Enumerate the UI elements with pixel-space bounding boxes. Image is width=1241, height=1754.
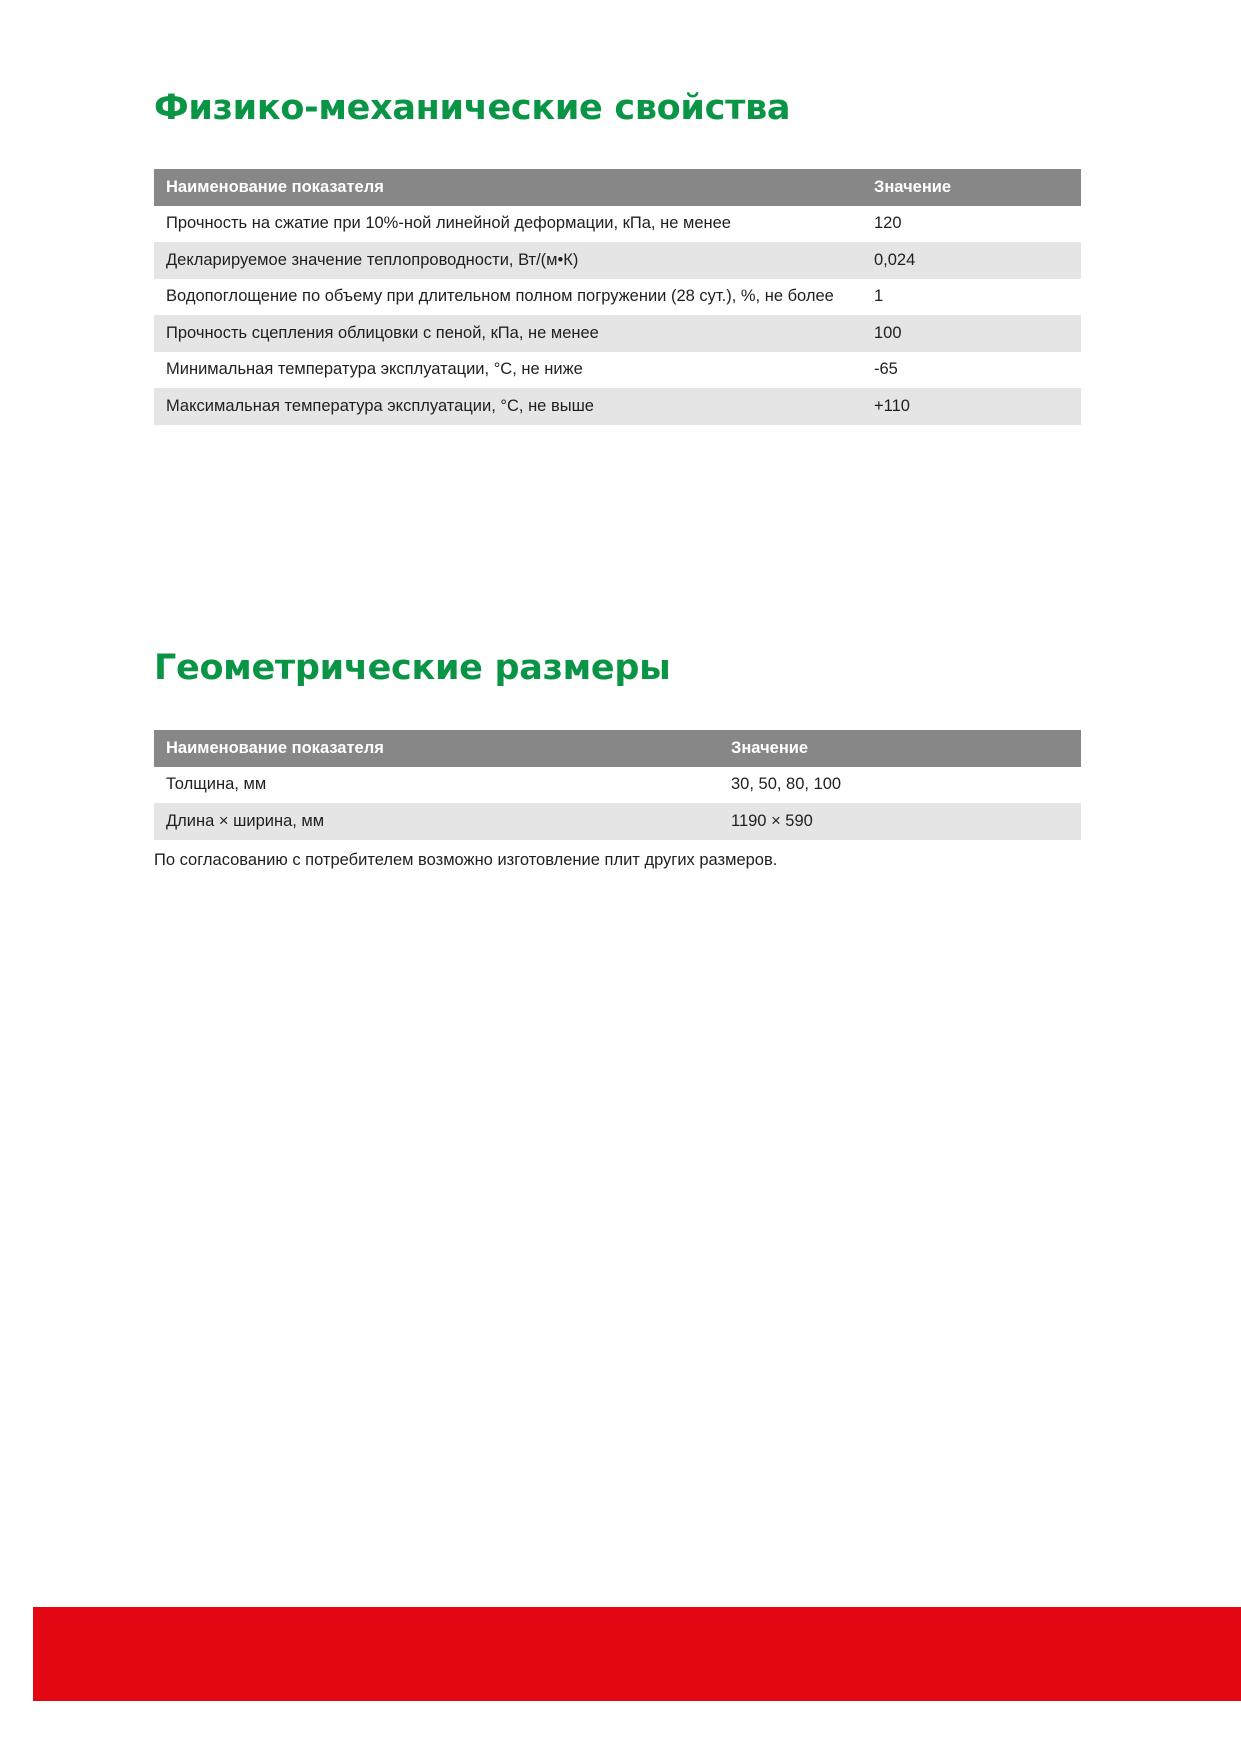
value-cell: +110 [862, 388, 1081, 425]
table-row [154, 279, 1081, 316]
indicator-cell: Толщина, мм [154, 767, 719, 804]
table-row [154, 767, 1081, 804]
section-title-physical: Физико-механические свойства [154, 88, 791, 128]
table-header-row [154, 169, 1081, 206]
column-header-indicator: Наименование показателя [154, 730, 719, 767]
table-row [154, 242, 1081, 279]
value-cell: 0,024 [862, 242, 1081, 279]
table-row [154, 206, 1081, 243]
column-header-value: Значение [719, 730, 1081, 767]
indicator-cell: Длина × ширина, мм [154, 803, 719, 840]
indicator-cell: Прочность на сжатие при 10%-ной линейной деформации, кПа, не менее [154, 206, 862, 243]
section-title-geometry: Геометрические размеры [154, 648, 671, 688]
physical-properties-table [154, 169, 1081, 425]
table-header-row [154, 730, 1081, 767]
column-header-indicator: Наименование показателя [154, 169, 862, 206]
value-cell: -65 [862, 352, 1081, 389]
indicator-cell: Декларируемое значение теплопроводности, Вт/(м•К) [154, 242, 862, 279]
table-row [154, 803, 1081, 840]
indicator-cell: Прочность сцепления облицовки с пеной, кПа, не менее [154, 315, 862, 352]
value-cell: 100 [862, 315, 1081, 352]
value-cell: 1190 × 590 [719, 803, 1081, 840]
indicator-cell: Водопоглощение по объему при длительном полном погружении (28 сут.), %, не более [154, 279, 862, 316]
column-header-value: Значение [862, 169, 1081, 206]
table-row [154, 352, 1081, 389]
footer-bar [33, 1607, 1241, 1701]
value-cell: 30, 50, 80, 100 [719, 767, 1081, 804]
table-row [154, 388, 1081, 425]
indicator-cell: Максимальная температура эксплуатации, °С, не выше [154, 388, 862, 425]
dimensions-note: По согласованию с потребителем возможно изготовление плит других размеров. [154, 851, 778, 869]
value-cell: 120 [862, 206, 1081, 243]
geometry-table [154, 730, 1081, 840]
value-cell: 1 [862, 279, 1081, 316]
table-row [154, 315, 1081, 352]
indicator-cell: Минимальная температура эксплуатации, °С, не ниже [154, 352, 862, 389]
